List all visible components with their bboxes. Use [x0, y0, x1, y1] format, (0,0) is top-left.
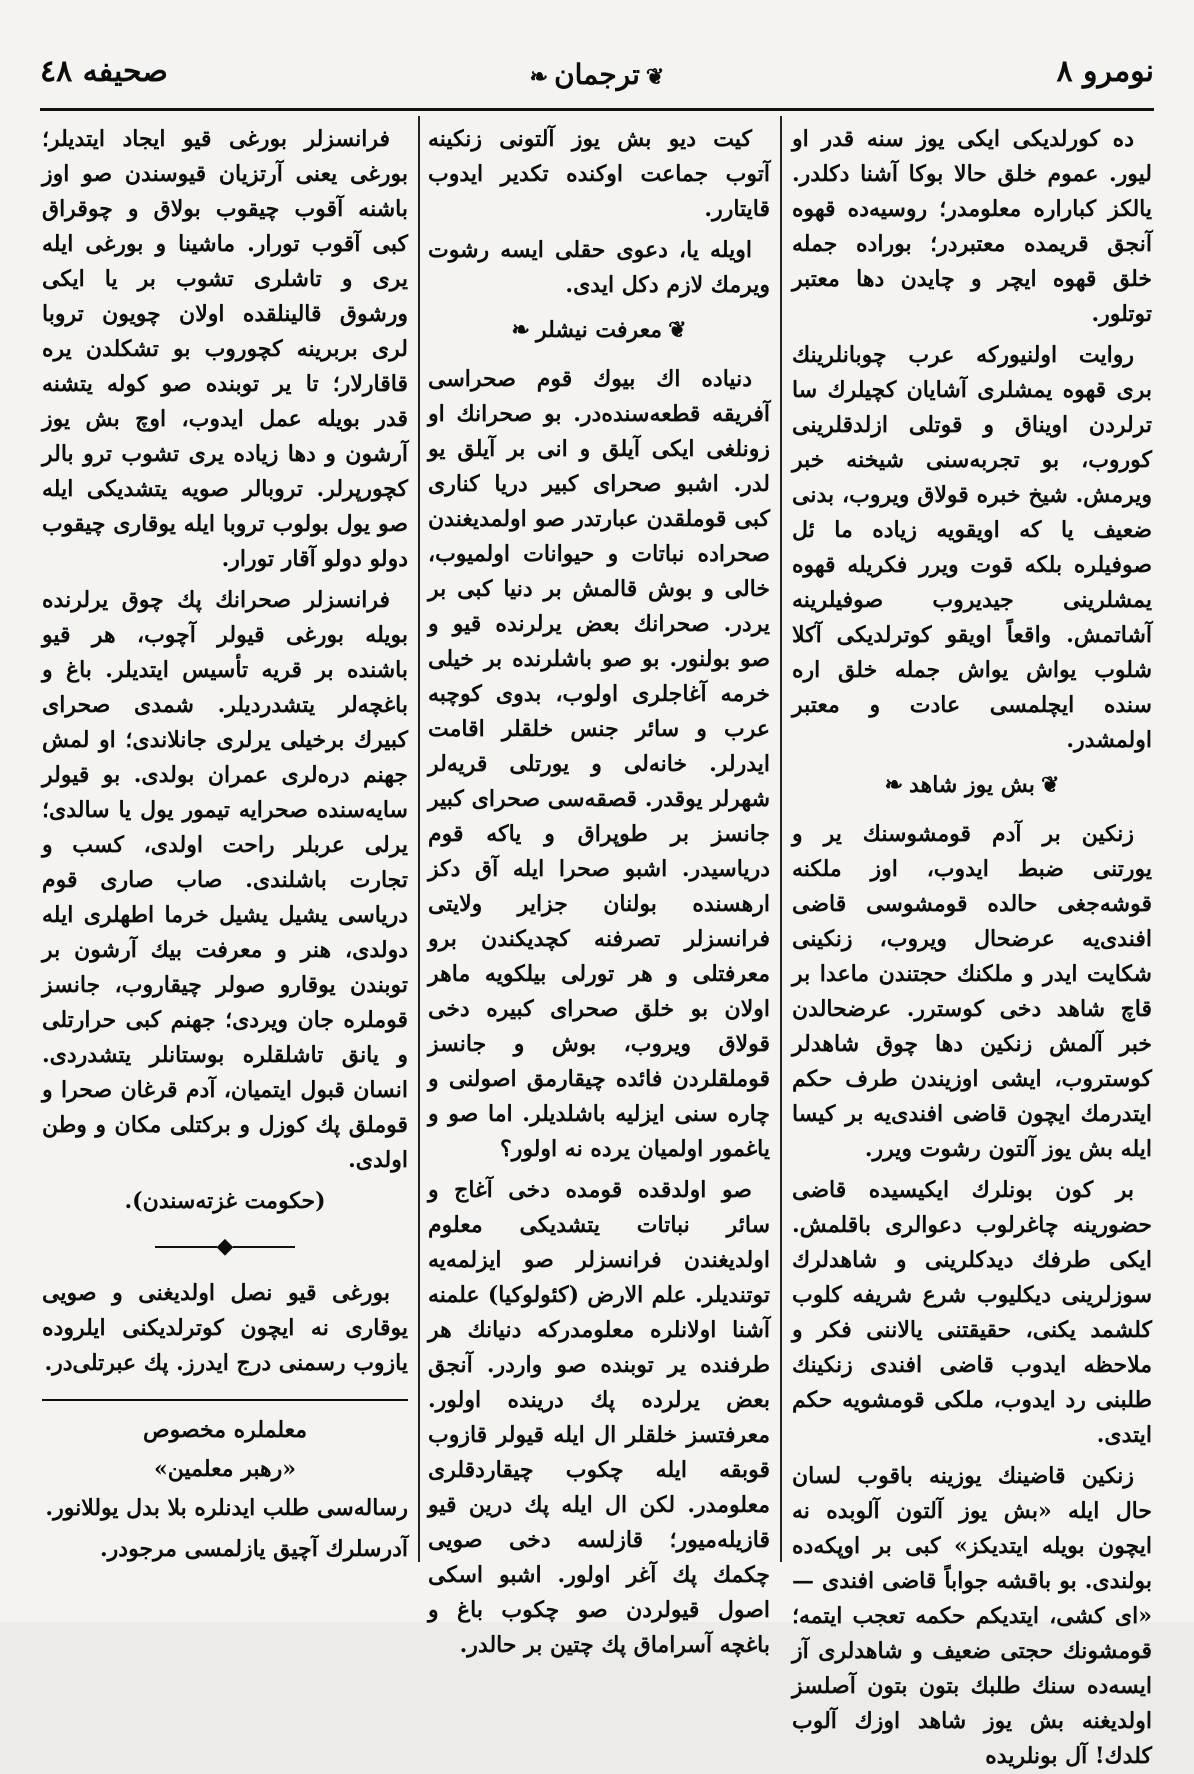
paragraph: زنكين بر آدم قومشوسنك ير و يورتنى ضبط ايدوب، اوز ملكنه قوشه‌جغى حالده قومشوسى قاضى افندى‌يه عرضحال ويروب، زنكينى شكايت ايدر و ملكنك حجتندن ماعدا بر قاچ شاهد دخى كوسترر. عرضحالدن خبر آلمش زنكين دها چوق شاهدلر كوستروب، ايشى اوزيندن طرف حكم ايتدرمك ايچون قاضى افندى‌يه بر كيسا ايله بش يوز آلتون رشوت ويرر.: [792, 821, 1152, 1162]
section-heading: [792, 768, 1152, 803]
column-rule-left: [418, 116, 420, 1562]
paragraph: اويله يا، دعوى حقلى ايسه رشوت ويرمك لازم دكل ايدى.: [428, 237, 770, 298]
paragraph: كيت ديو بش يوز آلتونى زنكينه آتوب جماعت اوكنده تكدير ايدوب قايتارر.: [428, 126, 770, 222]
masthead-title-text: ترجمان: [554, 58, 640, 91]
source-credit: (حكومت غزته‌سندن).: [124, 1188, 326, 1214]
notice-rule: [42, 1399, 408, 1401]
column-left: [42, 122, 408, 1562]
paragraph: فرانسزلر بورغى قيو ايجاد ايتديلر؛ بورغى يعنى آرتزيان قيوسندن صو اوز باشنه آقوب چيقوب بولاق و چوقراق كبى آقوب تورار. ماشينا و بورغى ايله يرى و تاشلرى تشوب بر يا ايكى ورشوق قالينلقده اولان چويون تروبا لرى بربرينه كچوروب بو تشكلدن يره قاقارلار؛ تا ير توبنده صو كوله يتشنه قدر بويله عمل ايدوب، اوچ بش يوز آرشون و دها زياده يرى تشوب ترو بالر كچورپرلر. تروبالر صويه يتشديكى ايله صو يول بولوب تروبا ايله يوقارى چيقوب دولو دولو آقار تورار.: [42, 126, 408, 572]
paragraph: زنكين قاضينك يوزينه باقوب لسان حال ايله «بش يوز آلتون آلوبده نه ايچون بويله ايتديكز» كبى بر اوپكه‌ده بولندى. بو باقشه جواباً قاضى افندى — «اى كشى، ايتديكم حكمه تعجب ايتمه؛ قومشونك حجتى ضعيف و شاهدلرى آز ايسه‌ده سنك طلبك بتون بتون آصلسز اولديغنه بش يوز شاهد اوزك آلوب كلدك! آل بونلريده: [792, 1463, 1152, 1769]
ornament-icon: ❧: [511, 317, 530, 343]
page-number: صحيفه ٤٨: [40, 54, 168, 89]
ornament-icon: ❦: [1040, 772, 1060, 798]
notice-line: رساله‌سى طلب ايدنلره بلا بدل يوللانور.: [45, 1495, 408, 1521]
section-divider: [42, 1229, 408, 1264]
paragraph: فرانسزلر صحرانك پك چوق يرلرنده بويله بورغى قيولر آچوب، هر قيو باشنده بر قريه تأسيس ايتديلر. باغ و باغچه‌لر يتشدرديلر. شمدى صحراى كبيرك برخيلى يرلرى جانلاندى؛ او لمش جهنم دره‌لرى عمران بولدى. بو قيولر سايه‌سنده صحرايه تيمور يول يا سالدى؛ يرلى عربلر راحت اولدى، كسب و تجارت باشلندى. صاب صارى قوم درياسى يشيل يشيل خرما اطهلرى ايله دولدى، هنر و معرفت بيك آرشون بر توبندن يوقارو صولر چيقاروب، جانسز قوملره جان ويردى؛ جهنم كبى حرارتلى و يانق تاشلقلره بوستانلر يتشدردى. انسان قبول ايتميان، آدم قرغان صحرا و قوملق پك كوزل و بركتلى مكان و وطن اولدى.: [42, 587, 408, 1173]
section-heading-text: معرفت نيشلر: [535, 317, 663, 343]
section-heading: [428, 313, 770, 348]
paragraph: بورغى قيو نصل اولديغنى و صويى يوقارى نه ايچون كوترلديكنى ايلروده يازوب رسمنى درج ايدرز. پك عبرتلى‌در.: [42, 1280, 408, 1376]
paragraph: روايت اولنيوركه عرب چوبانلرينك برى قهوه يمشلرى آشايان كچيلرك سا ترلردن اويناق و قوتلى ازلدقلرينى كوروب، بو تجربه‌سنى شيخنه خبر ويرمش. شيخ خبره قولاق ويروب، بدنى ضعيف يا كه اويقويه زياده ما ئل صوفيلره بلكه قوت ويرر فكريله قهوه يمشلرينى جيديروب صوفيلرينه آشاتمش. واقعاً اويقو كوترلديكى آكلا شلوب يواش يواش جمله خلق اره سنده ايچلمسى عادت و معتبر اولمشدر.: [792, 342, 1152, 753]
paragraph: صو اولدقده قومده دخى آغاج و سائر نباتات يتشديكى معلوم اولديغندن فرانسزلر صو ايزلمه‌يه توتنديلر. علم الارض (كئولوكيا) علمنه آشنا اولانلره معلومدركه دنيانك هر طرفنده ير توبنده صو واردر. آنجق بعض يرلرده پك درينده اولور. معرفتسز خلقلر ال ايله قيولر قازوب قوبقه ايله چكوب چيقاردقلرى معلومدر. لكن ال ايله پك درين قيو قازيله‌ميور؛ قازلسه دخى صويى چكمك پك آغر اولور. اشبو اسكى اصول قيولردن صو چكوب باغ و باغچه آسراماق پك چتين بر حالدر.: [428, 1177, 770, 1658]
ornament-icon: ❦: [668, 317, 687, 343]
column-middle: [428, 122, 770, 1658]
paragraph: ده كورلديكى ايكى يوز سنه قدر او ليور. عموم خلق حالا بوكا آشنا دكلدر. يالكز كباراره معلومدر؛ روسيه‌ده قهوه آنجق قريمده معتبردر؛ بوراده جمله خلق قهوه ايچر و چايدن دها معتبر توتلور.: [792, 126, 1152, 327]
ornament-left-icon: ❧: [529, 64, 549, 90]
ornament-icon: ❧: [884, 772, 904, 798]
issue-number: نومرو ٨: [1056, 54, 1154, 89]
notice-title: معلملره مخصوص: [142, 1417, 308, 1443]
diamond-icon: ◆: [216, 1233, 234, 1259]
column-right: [792, 122, 1152, 1769]
header-rule: [40, 108, 1154, 111]
paragraph: دنياده اك بيوك قوم صحراسى آفريقه قطعه‌سنده‌در. بو صحرانك او زونلغى ايكى آيلق و انى بر آيلق يو لدر. اشبو صحراى كبير دريا كنارى كبى قوملقدن عبارتدر صو اولمديغندن صحراده نباتات و حيوانات اولميوب، خالى و بوش قالمش بر دنيا كبى بر يردر. صحرانك بعض يرلرنده قيو و صو بولنور. بو صو باشلرنده بر خيلى خرمه آغاجلرى اولوب، بدوى كوچبه عرب و سائر جنس خلقلر اقامت ايدرلر. خانه‌لى و يورتلى قريه‌لر شهرلر يوقدر. قصقه‌سى صحراى كبير جانسز بر طوپراق و ياكه قوم درياسيدر. اشبو صحرا ايله آق دكز ارهسنده بولنان جزاير ولايتى فرانسزلر تصرفنه كچديكندن برو معرفتلى و هر تورلى بيلكويه ماهر اولان بو خلق صحراى كبيره دخى قولاق ويروب، بوش و جانسز قوملقلردن فائده چيقارمق اصولنى و چاره سنى ايزليه باشلديلر. اما صو و ياغمور اولميان يرده نه اولور؟: [428, 366, 770, 1162]
ornament-right-icon: ❦: [645, 64, 665, 90]
teachers-notice: [42, 1413, 408, 1567]
paragraph: بر كون بونلرك ايكيسيده قاضى حضورينه چاغرلوب دعوالرى باقلمش. ايكى طرفك ديدكلرينى و شاهدلرك سوزلرينى ديكليوب شرع شريفه كلوب كلشمد يكنى، حقيقتنى يالاننى فكر و ملاحظه ايدوب قاضى افندى زنكينك طلبنى رد ايدوب، ملكى قومشويه حكم ايتدى.: [792, 1177, 1152, 1448]
column-rule-right: [780, 116, 782, 1562]
notice-line: آدرسلرك آچيق يازلمسى مرجودر.: [100, 1536, 408, 1562]
page-header: [40, 54, 1154, 104]
masthead-title: [40, 58, 1154, 91]
section-heading-text: بش يوز شاهد: [909, 772, 1035, 798]
notice-subtitle: «رهبر معلمين»: [154, 1456, 296, 1482]
